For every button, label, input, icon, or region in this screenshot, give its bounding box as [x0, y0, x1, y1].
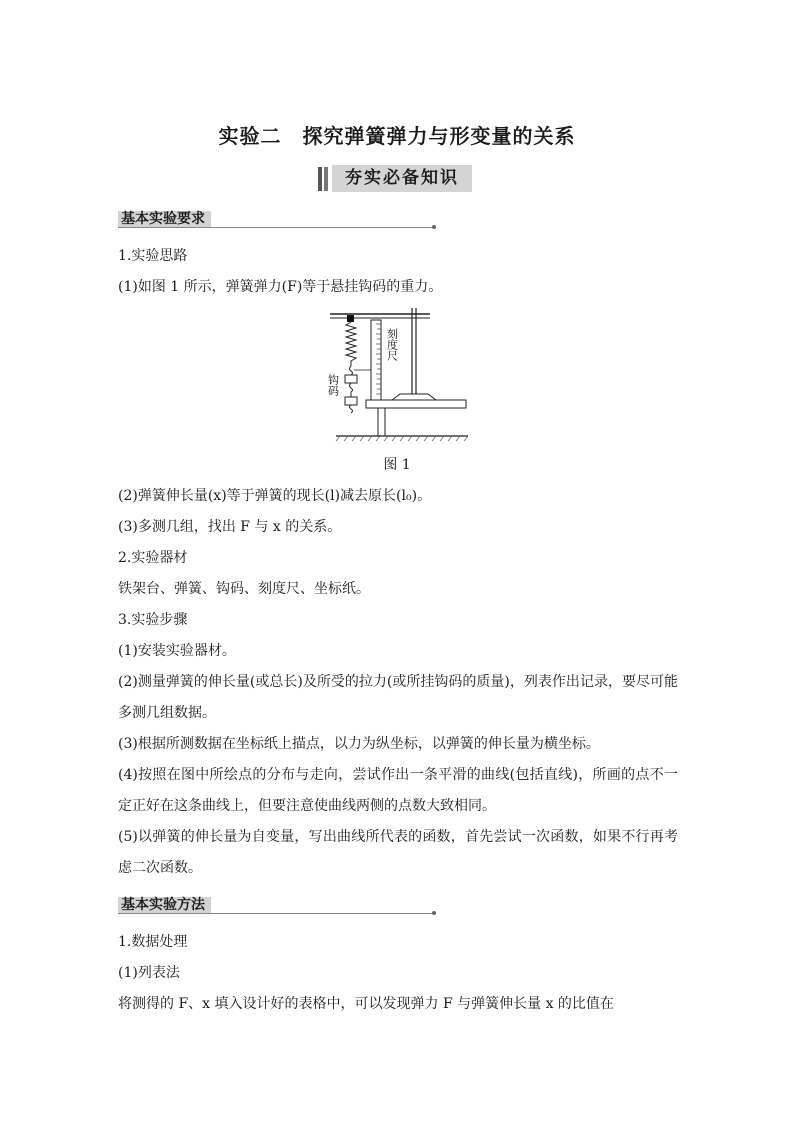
- paragraph: (2)弹簧伸长量(x)等于弹簧的现长(l)减去原长(l₀)。: [118, 488, 432, 504]
- paragraph: (1)安装实验器材。: [118, 643, 236, 659]
- hooks-label: 钩码: [326, 374, 340, 396]
- paragraph: 铁架台、弹簧、钩码、刻度尺、坐标纸。: [118, 581, 370, 597]
- divider: [118, 913, 432, 914]
- paragraph: 1.数据处理: [118, 934, 188, 950]
- banner-bar: [324, 167, 328, 191]
- section-header: [118, 211, 436, 229]
- paragraph: (4)按照在图中所绘点的分布与走向，尝试作出一条平滑的曲线(包括直线)，所画的点不一定正好在这条曲线上，但要注意使曲线两侧的点数大致相同。: [118, 767, 678, 814]
- paragraph: (2)测量弹簧的伸长量(或总长)及所受的拉力(或所挂钩码的质量)，列表作出记录，要尽可能多测几组数据。: [118, 674, 678, 721]
- section-header-label: 基本实验方法: [118, 897, 211, 913]
- ruler-label: 刻度尺: [385, 328, 399, 361]
- paragraph: (3)根据所测数据在坐标纸上描点，以力为纵坐标，以弹簧的伸长量为横坐标。: [118, 736, 600, 752]
- banner-bar: [318, 167, 322, 191]
- paragraph: (3)多测几组，找出 F 与 x 的关系。: [118, 519, 342, 535]
- divider: [118, 227, 432, 228]
- paragraph: 将测得的 F、x 填入设计好的表格中，可以发现弹力 F 与弹簧伸长量 x 的比值在: [118, 996, 614, 1012]
- divider-dot: [432, 225, 436, 229]
- page-title: 实验二 探究弹簧弹力与形变量的关系: [218, 124, 576, 148]
- paragraph: 1.实验思路: [118, 248, 188, 264]
- paragraph: 3.实验步骤: [118, 612, 188, 628]
- paragraph: (1)列表法: [118, 965, 180, 981]
- figure-caption: 图 1: [383, 457, 411, 473]
- section-header-label: 基本实验要求: [118, 211, 211, 227]
- section-header: [118, 897, 436, 915]
- paragraph: (1)如图 1 所示，弹簧弹力(F)等于悬挂钩码的重力。: [118, 279, 443, 295]
- divider-dot: [432, 911, 436, 915]
- paragraph: (5)以弹簧的伸长量为自变量，写出曲线所代表的函数，首先尝试一次函数，如果不行再考虑二次函数。: [118, 829, 678, 876]
- paragraph: 2.实验器材: [118, 550, 188, 566]
- banner-label: 夯实必备知识: [332, 165, 472, 192]
- spring-apparatus-figure: [326, 308, 470, 444]
- section-banner: [318, 165, 474, 192]
